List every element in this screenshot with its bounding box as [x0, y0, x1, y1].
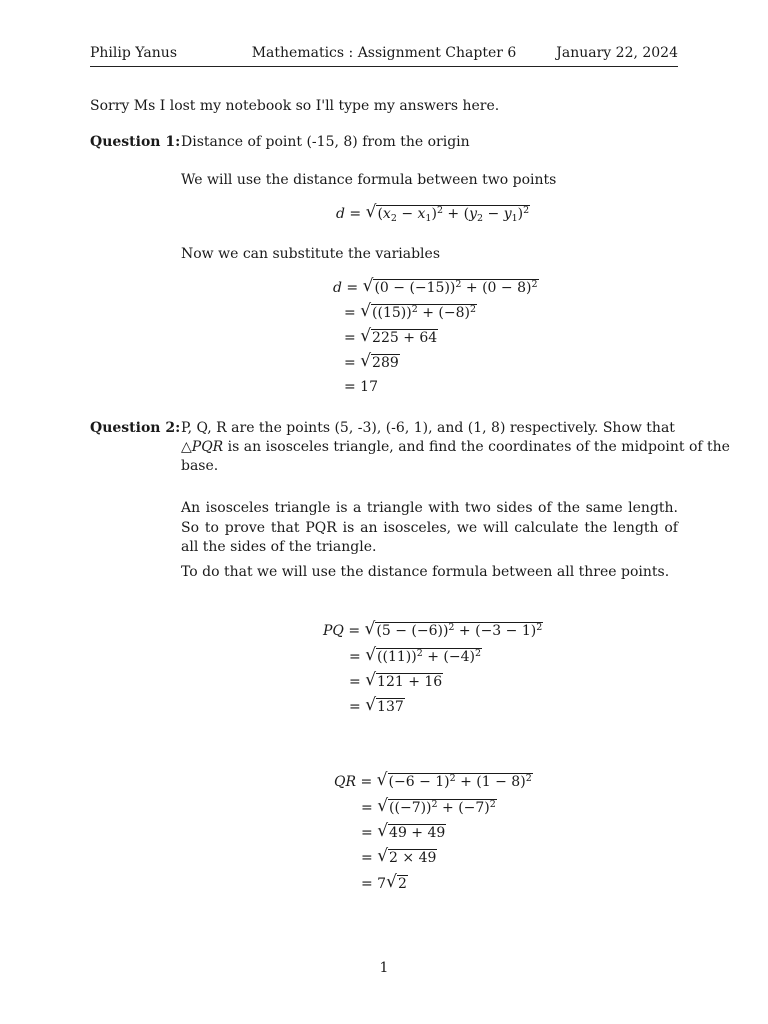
qr-label: QR — [334, 774, 357, 790]
pq-step-1-tail: + (−3 − 1) — [458, 623, 537, 639]
triangle-symbol: △ — [181, 439, 192, 455]
qr-step-4: = √ 2 × 49 — [361, 846, 437, 866]
question-2-text-b: is an isosceles triangle, and find the coordinates of the midpoint of the — [223, 439, 730, 455]
q1-step-1-inner: (0 − (−15)) — [374, 280, 456, 296]
question-2-text-line-1 — [181, 419, 678, 439]
qr-step-5-coef: = 7 — [361, 876, 387, 892]
q1-step-4: = √ 289 — [344, 351, 399, 371]
question-1-label: Question 1: — [90, 134, 181, 150]
question-2-label: Question 2: — [90, 420, 181, 436]
pq-label: PQ — [323, 623, 344, 639]
qr-step-2-tail: + (−7) — [442, 800, 490, 816]
intro-text: Sorry Ms I lost my notebook so I'll type my answers here. — [90, 98, 500, 114]
qr-step-3-value: 49 + 49 — [389, 825, 446, 841]
q1-step-1: d = √ $(0 - (-15))^2 + (0 - 8)^2$ — [333, 276, 538, 296]
pq-step-2-inner: (11)) — [382, 649, 417, 665]
qr-step-5-root: 2 — [397, 876, 407, 892]
qr-step-2: = √ $((-7))^2 + (-7)^2$ — [361, 796, 496, 816]
question-1-text: Distance of point (-15, 8) from the origin — [181, 134, 470, 150]
header-rule — [90, 66, 678, 67]
q1-step-2: = √ $((15))^2 + (-8)^2$ — [344, 301, 476, 321]
qr-step-1-inner: (−6 − 1) — [388, 774, 450, 790]
q1-step-2-inner: (15)) — [377, 305, 412, 321]
qr-step-3: = √ 49 + 49 — [361, 821, 446, 841]
distance-formula: d = √ $(x_2 - x_1)^2 + (y_2 - y_1)^2$ — [336, 202, 530, 224]
q2-paragraph-1: An isosceles triangle is a triangle with two sides of the same length. So to prove that PQR is an isosceles, we will calculate the length of all the sides of the triangle. — [181, 500, 678, 555]
qr-step-2-inner: (−7)) — [394, 800, 432, 816]
qr-step-4-value: 2 × 49 — [389, 850, 437, 866]
q2-paragraph-2: To do that we will use the distance formula between all three points. — [181, 564, 670, 580]
page-header — [90, 45, 678, 65]
q1-step-4-value: 289 — [372, 355, 399, 371]
pq-step-2: = √ $((11))^2 + (-4)^2$ — [349, 645, 481, 665]
triangle-name: PQR — [191, 439, 224, 455]
qr-step-1-tail: + (1 − 8) — [460, 774, 526, 790]
q1-step-3-value: 225 + 64 — [372, 330, 438, 346]
q1-paragraph-2: Now we can substitute the variables — [181, 246, 440, 262]
header-title: Mathematics : Assignment Chapter 6 — [251, 45, 517, 61]
question-2-text-line-3: base. — [181, 458, 219, 474]
q1-step-5: = 17 — [344, 379, 378, 395]
pq-step-4-value: 137 — [377, 699, 404, 715]
header-date: January 22, 2024 — [556, 45, 678, 61]
q1-step-2-tail: + (−8) — [422, 305, 470, 321]
question-2-text-a: P, Q, R are the points (5, -3), (-6, 1), and (1, 8) respectively. Show that — [181, 420, 675, 436]
page-number: 1 — [379, 960, 389, 976]
q1-step-1-tail: + (0 − 8) — [465, 280, 532, 296]
pq-step-3-value: 121 + 16 — [377, 674, 443, 690]
pq-step-1: PQ = √ $(5 - (-6))^2 + (-3 - 1)^2$ — [323, 619, 543, 639]
pq-step-1-inner: (5 − (−6)) — [376, 623, 449, 639]
q1-paragraph-1: We will use the distance formula between two points — [181, 172, 557, 188]
header-author: Philip Yanus — [90, 45, 178, 61]
q1-step-3: = √ 225 + 64 — [344, 326, 438, 346]
qr-step-1: QR = √ $(-6 - 1)^2 + (1 - 8)^2$ — [334, 770, 532, 790]
pq-step-2-tail: + (−4) — [427, 649, 475, 665]
pq-step-4: = √ 137 — [349, 695, 404, 715]
pq-step-3: = √ 121 + 16 — [349, 670, 443, 690]
question-2-text-line-2 — [181, 438, 730, 457]
qr-step-5: = 7 √ 2 — [361, 872, 407, 892]
